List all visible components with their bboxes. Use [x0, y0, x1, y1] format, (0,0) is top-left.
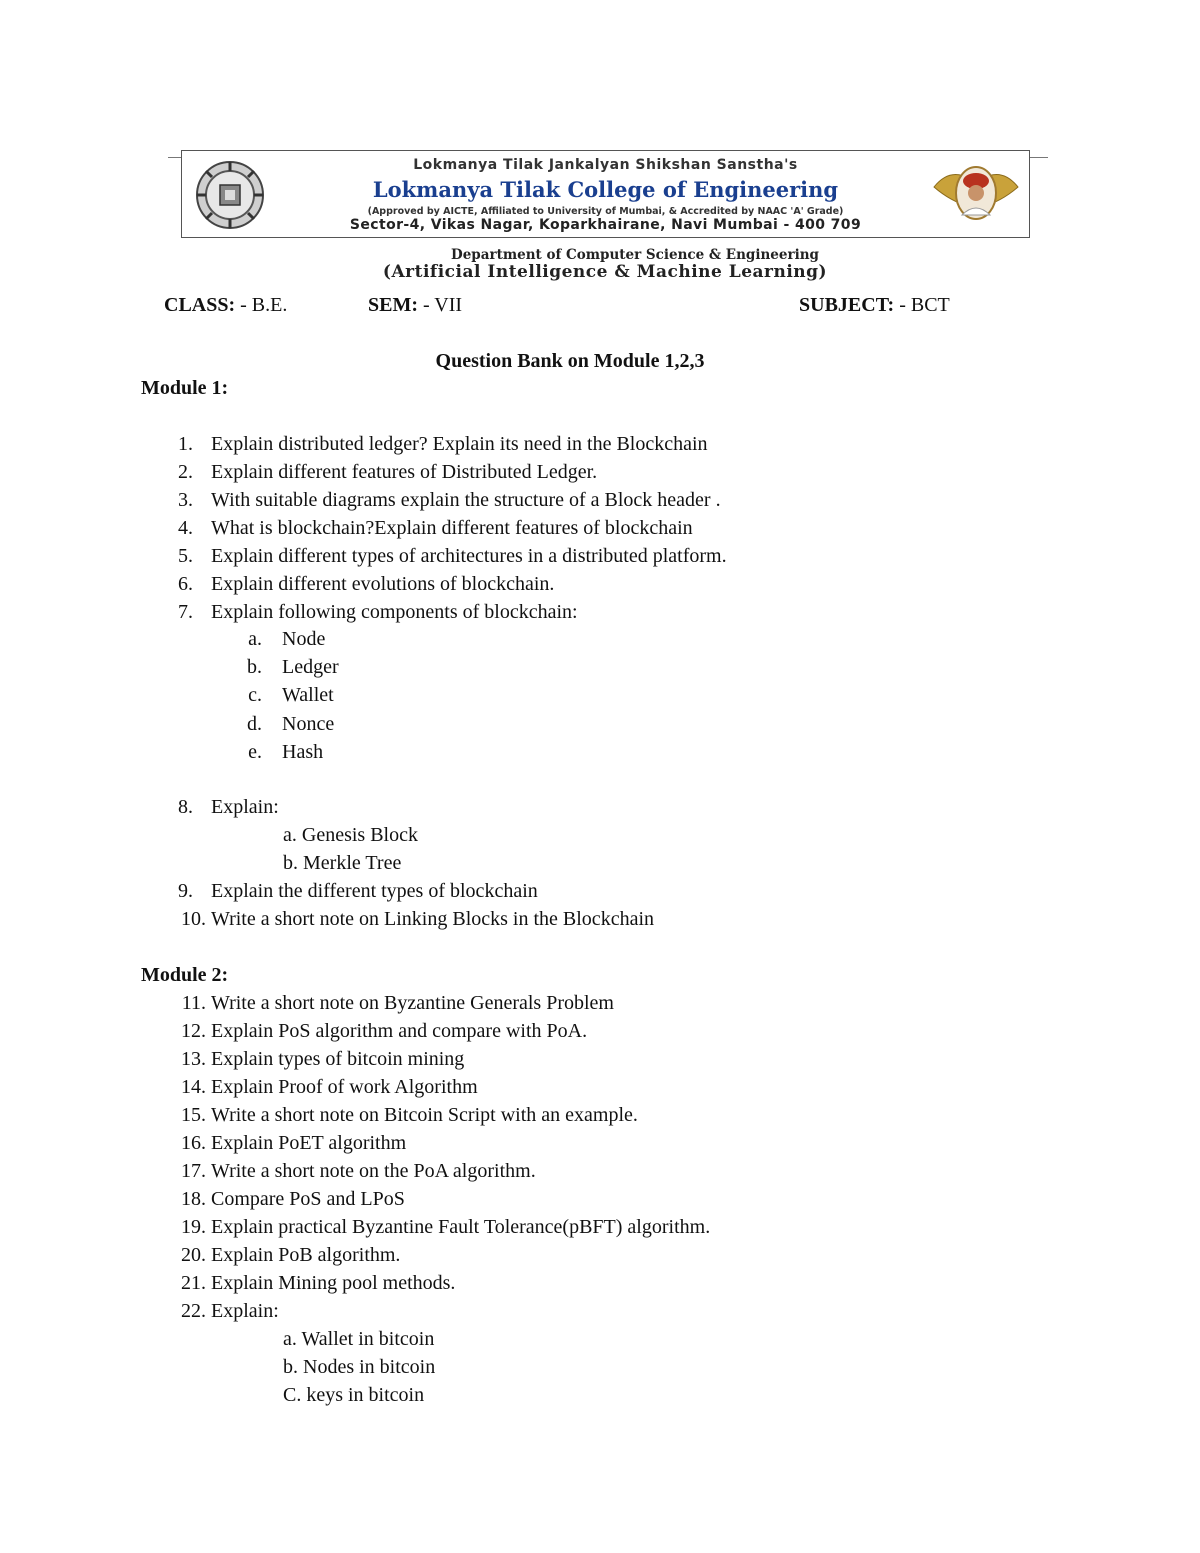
page-title: Question Bank on Module 1,2,3	[435, 350, 705, 372]
college-banner	[181, 150, 1030, 238]
class-info	[164, 294, 287, 317]
class-label: CLASS:	[164, 294, 236, 316]
sub-list-item: C. keys in bitcoin	[283, 1384, 425, 1406]
sub-list-item: b. Nodes in bitcoin	[283, 1356, 436, 1378]
department-specialization: (Artificial Intelligence & Machine Learning)	[382, 262, 828, 282]
subject-value: - BCT	[894, 294, 950, 316]
subject-label: SUBJECT:	[799, 294, 895, 316]
class-value: - B.E.	[235, 294, 288, 316]
sem-info	[368, 294, 462, 317]
module1-heading: Module 1:	[141, 377, 229, 399]
module2-heading: Module 2:	[141, 964, 229, 986]
college-name: Lokmanya Tilak College of Engineering	[372, 177, 839, 202]
founder-portrait-icon	[930, 157, 1022, 229]
sem-label: SEM:	[368, 294, 418, 316]
sub-list-item: a. Wallet in bitcoin	[283, 1328, 435, 1350]
sem-value: - VII	[418, 294, 463, 316]
department-name: Department of Computer Science & Engineering	[451, 247, 819, 263]
society-name: Lokmanya Tilak Jankalyan Shikshan Sanstha's	[413, 157, 798, 173]
college-address: Sector-4, Vikas Nagar, Koparkhairane, Navi Mumbai - 400 709	[349, 217, 862, 233]
sub-list-item: b. Merkle Tree	[283, 852, 402, 874]
college-approval: (Approved by AICTE, Affiliated to University of Mumbai, & Accredited by NAAC 'A' Grade)	[367, 206, 844, 217]
subject-info	[799, 294, 950, 317]
sub-list-item: a. Genesis Block	[283, 824, 418, 846]
